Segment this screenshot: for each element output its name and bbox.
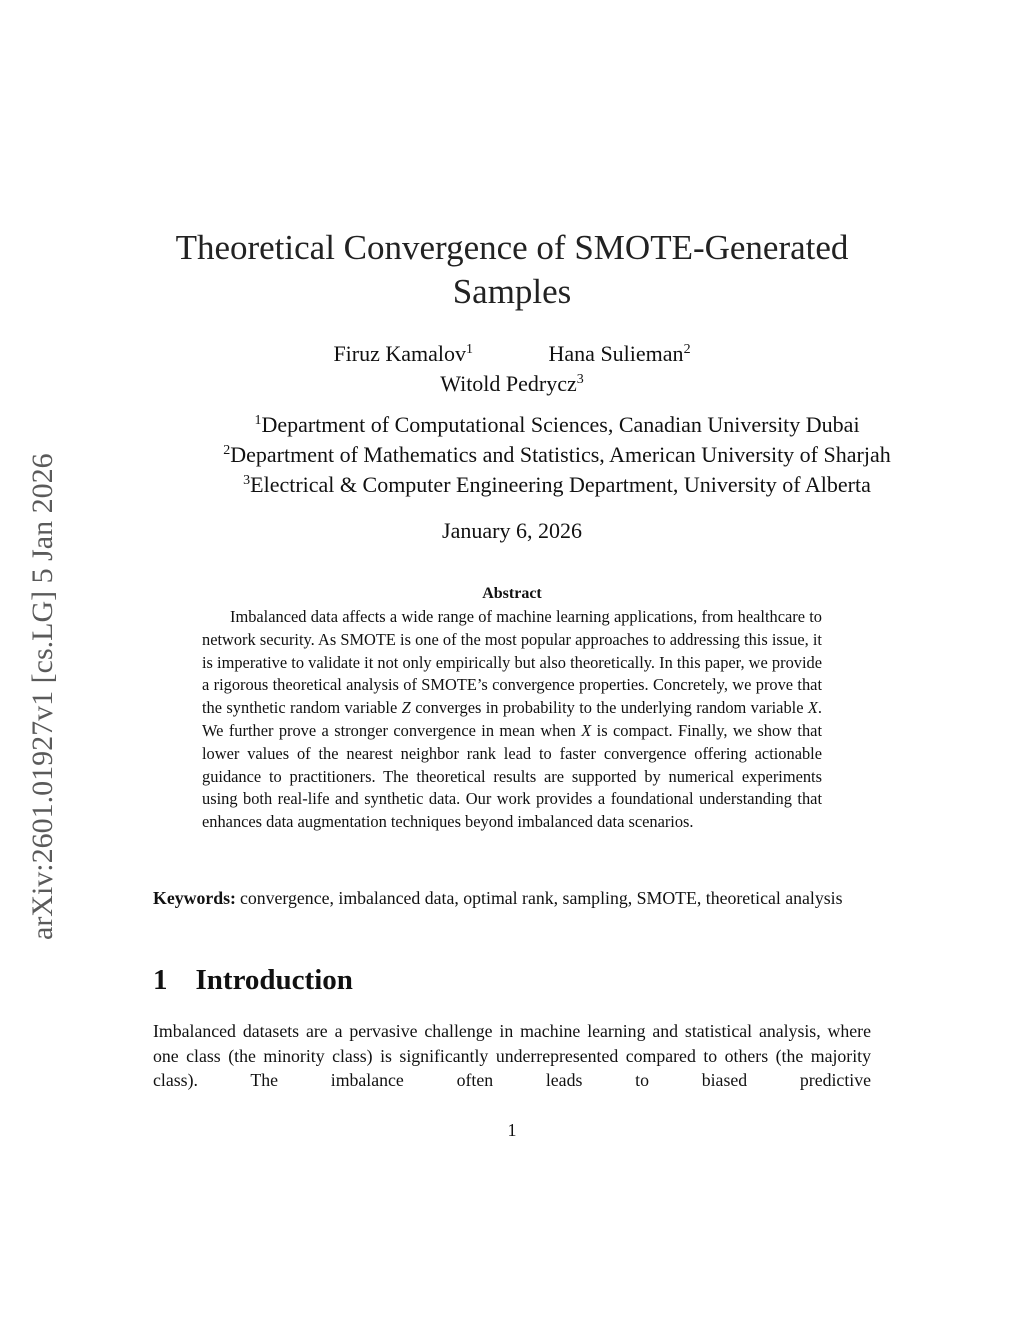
section-title: Introduction bbox=[195, 964, 353, 996]
affiliation-1-text: Department of Computational Sciences, Canadian University Dubai bbox=[261, 412, 860, 437]
section-number: 1 bbox=[153, 964, 168, 996]
affiliation-3 bbox=[0, 470, 1024, 500]
section-heading-introduction bbox=[153, 964, 353, 997]
author-1-name: Firuz Kamalov bbox=[333, 341, 467, 366]
keywords-text: convergence, imbalanced data, optimal rank, sampling, SMOTE, theoretical analysis bbox=[239, 888, 843, 908]
author-3 bbox=[440, 371, 584, 396]
abstract-heading: Abstract bbox=[482, 585, 542, 602]
author-3-name: Witold Pedrycz bbox=[440, 371, 577, 396]
keywords-label: Keywords: bbox=[153, 888, 236, 908]
page-number: 1 bbox=[507, 1120, 517, 1140]
authors-line-1 bbox=[0, 339, 1024, 369]
abstract-text-3: . We further prove a stronger convergence in mean when bbox=[202, 698, 822, 740]
affiliation-1-mark: 1 bbox=[254, 413, 262, 428]
author-1-mark: 1 bbox=[466, 342, 474, 357]
affiliation-2-mark: 2 bbox=[223, 443, 231, 458]
arxiv-identifier-stamp: arXiv:2601.01927v1 [cs.LG] 5 Jan 2026 bbox=[26, 453, 59, 940]
paper-title: Theoretical Convergence of SMOTE-Generated Samples bbox=[175, 228, 849, 311]
affiliation-2 bbox=[0, 440, 1024, 470]
author-2 bbox=[549, 341, 691, 366]
authors-line-2 bbox=[0, 369, 1024, 399]
affiliation-2-text: Department of Mathematics and Statistics, American University of Sharjah bbox=[230, 442, 891, 467]
abstract-text-2: converges in probability to the underlying random variable bbox=[410, 698, 808, 718]
abstract-text-1: Imbalanced data affects a wide range of machine learning applications, from healthcare to network security. As SMOTE is one of the most popular approaches to addressing this issue, it is imperative to validate it not only empirically but also theoretically. In this paper, we provide a rigorous theoretical analysis of SMOTE’s convergence properties. Concretely, we prove that the synthetic random variable bbox=[202, 607, 822, 718]
math-var-z: Z bbox=[401, 698, 411, 718]
affiliations bbox=[0, 410, 1024, 500]
author-2-mark: 2 bbox=[683, 342, 691, 357]
publication-date: January 6, 2026 bbox=[442, 518, 582, 543]
math-var-x: X bbox=[807, 698, 818, 718]
keywords bbox=[153, 886, 871, 910]
math-var-x: X bbox=[581, 720, 592, 740]
abstract-body bbox=[202, 606, 822, 834]
affiliation-3-text: Electrical & Computer Engineering Department, University of Alberta bbox=[250, 472, 871, 497]
abstract-text-4: is compact. Finally, we show that lower values of the nearest neighbor rank lead to faster convergence offering actionable guidance to practitioners. The theoretical results are supported by numerical experiments using both real-life and synthetic data. Our work provides a foundational understanding that enhances data augmentation techniques beyond imbalanced data scenarios. bbox=[202, 720, 822, 832]
author-2-name: Hana Sulieman bbox=[548, 341, 684, 366]
author-1 bbox=[333, 341, 473, 366]
affiliation-3-mark: 3 bbox=[243, 473, 251, 488]
author-3-mark: 3 bbox=[576, 372, 584, 387]
introduction-paragraph: Imbalanced datasets are a pervasive challenge in machine learning and statistical analysis, where one class (the minority class) is significantly underrepresented compared to others (the majority class). The imbalance often leads to biased predictive bbox=[153, 1021, 871, 1090]
affiliation-1 bbox=[0, 410, 1024, 440]
